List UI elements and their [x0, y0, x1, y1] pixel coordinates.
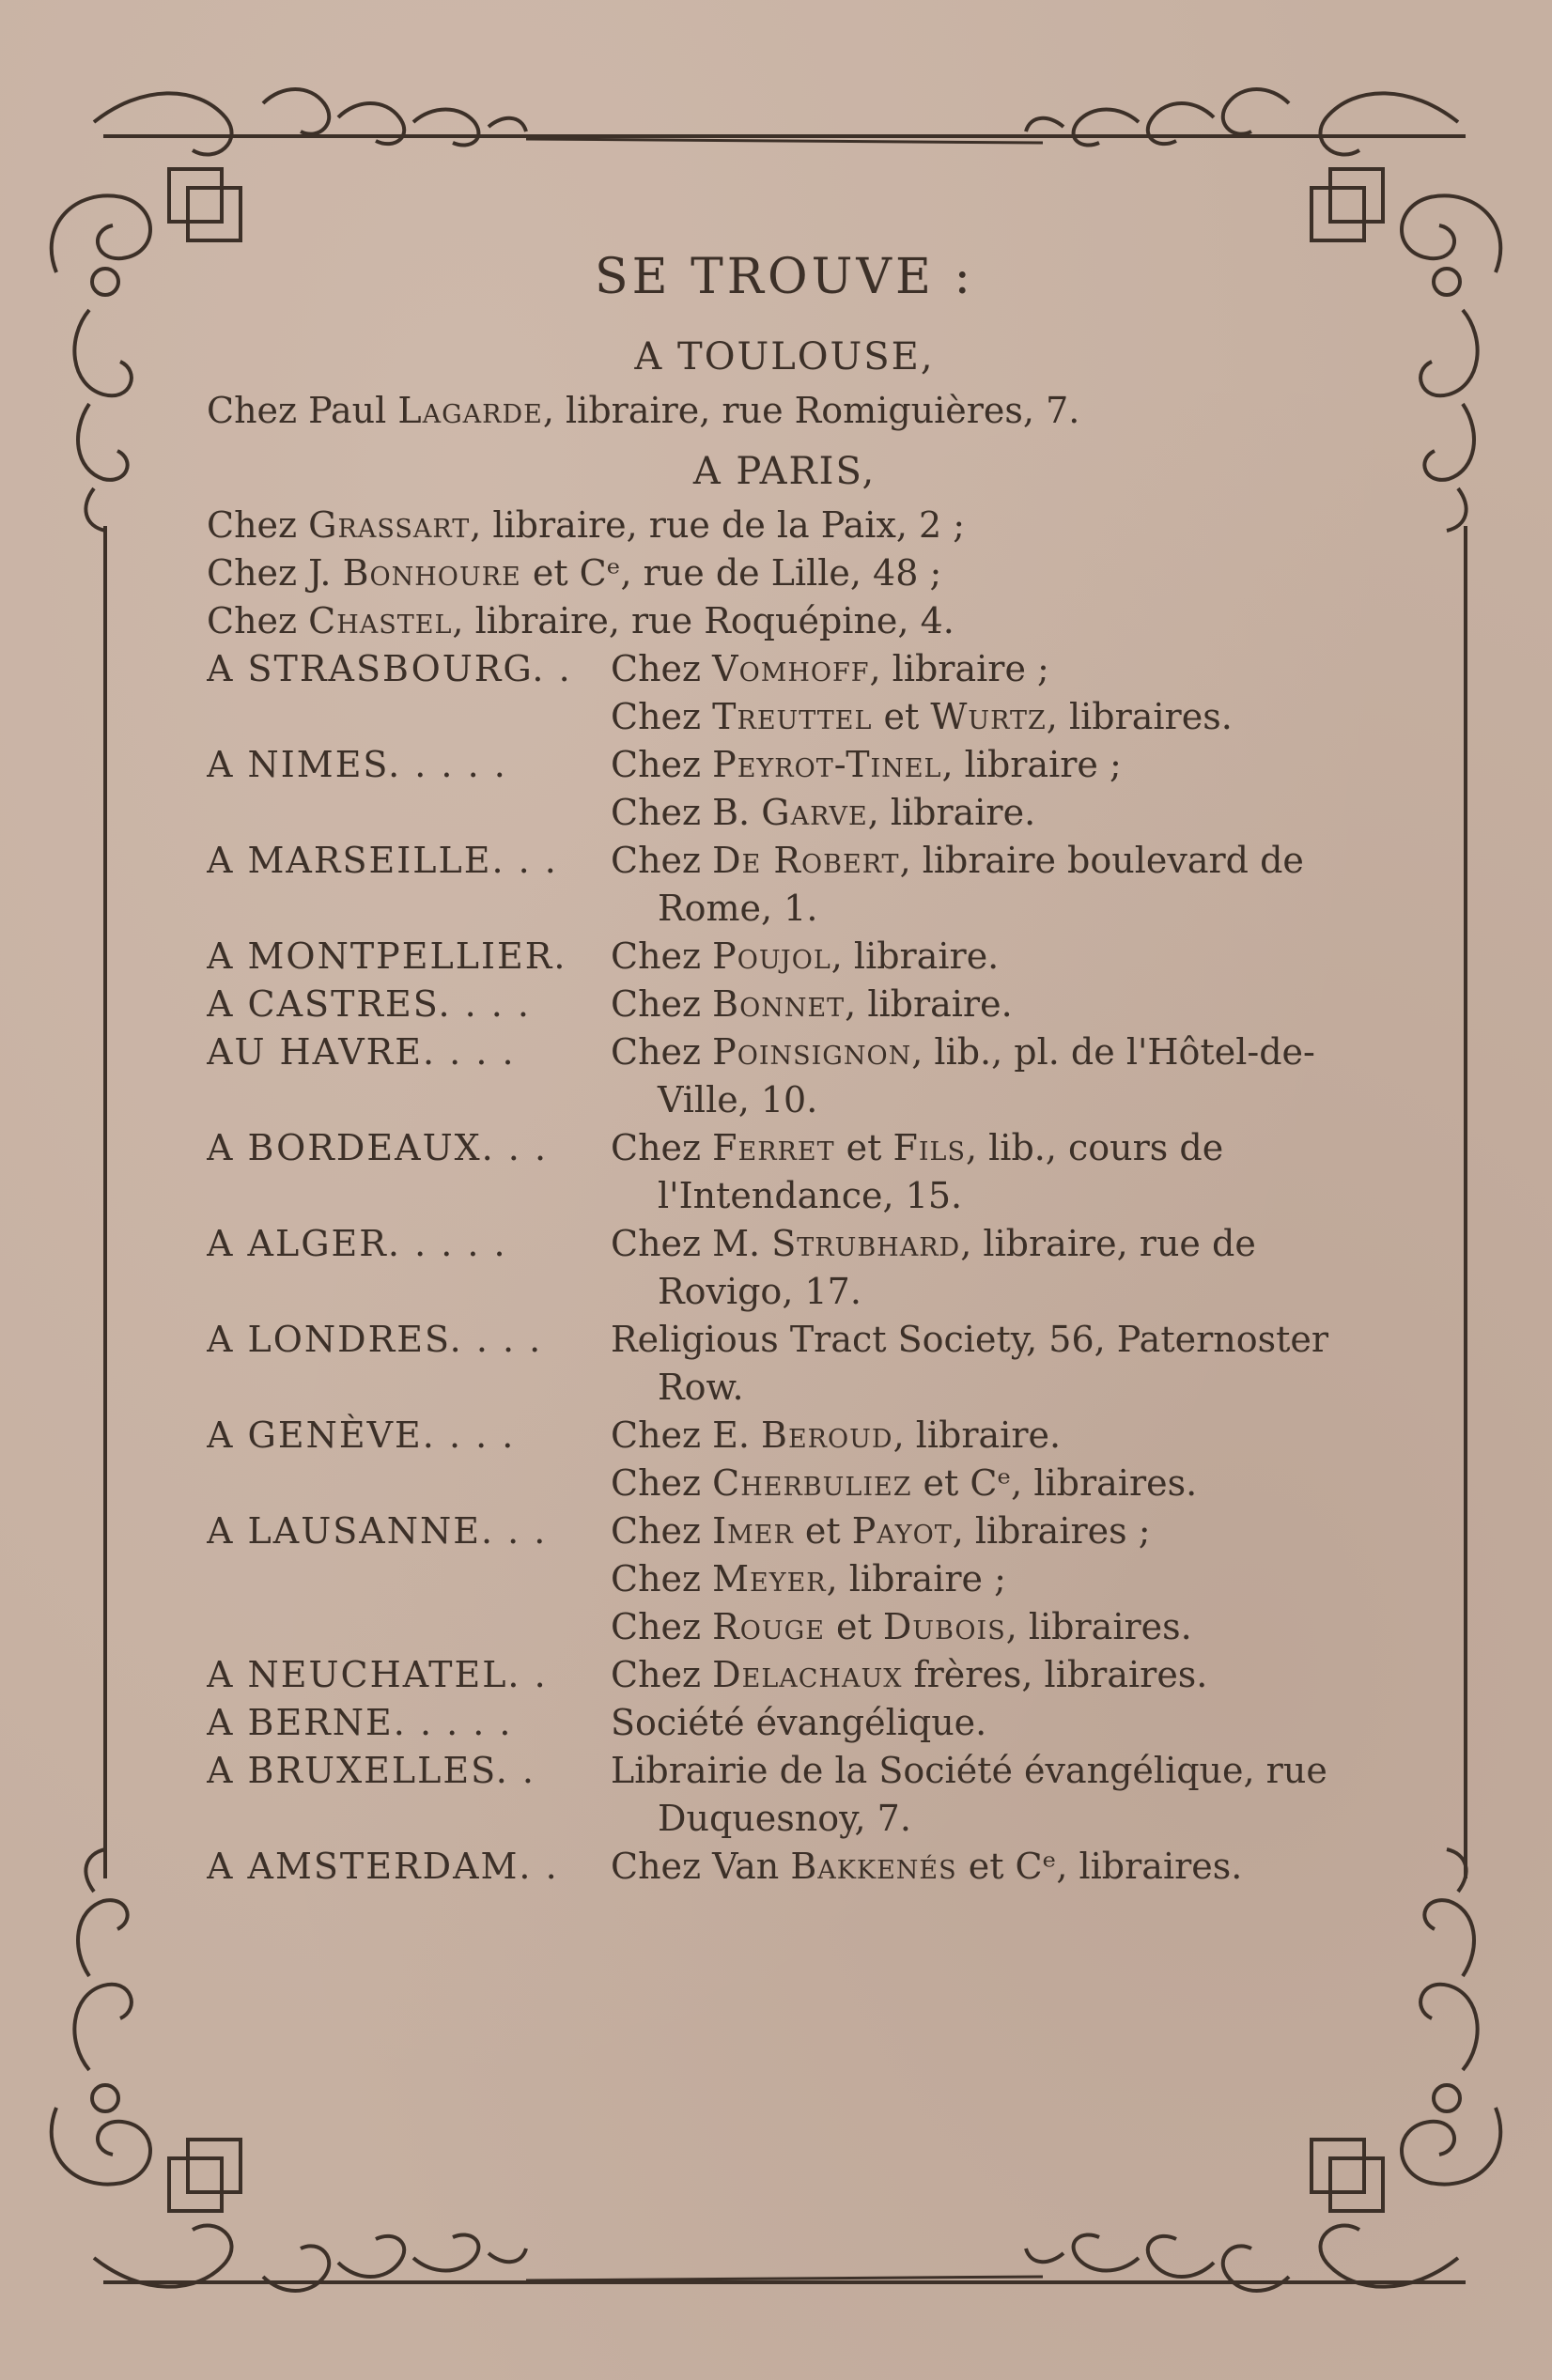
paris-address-1: Chez Grassart, libraire, rue de la Paix, 2 ;	[207, 504, 966, 546]
bookseller-entry: Chez Imer et Payot, libraires ;	[611, 1510, 1151, 1552]
city-row	[207, 933, 1362, 981]
city-row	[207, 1843, 1362, 1891]
city-name: A LAUSANNE. . .	[207, 1510, 548, 1552]
city-entries	[611, 645, 1362, 741]
city-name: A GENÈVE. . . .	[207, 1414, 516, 1456]
paris-heading: A PARIS,	[692, 450, 877, 493]
city-row	[207, 1412, 1362, 1507]
city-row	[207, 837, 1362, 933]
city-row	[207, 1220, 1362, 1316]
page-title: SE TROUVE :	[595, 249, 974, 305]
paris-address-2: Chez J. Bonhoure et Cᵉ, rue de Lille, 48 ;	[207, 552, 942, 594]
city-name: A NEUCHATEL. .	[207, 1654, 548, 1695]
bookseller-entry: Chez Rouge et Dubois, libraires.	[611, 1606, 1192, 1647]
document-body	[207, 249, 1362, 1891]
city-entries	[611, 1412, 1362, 1507]
toulouse-heading: A TOULOUSE,	[634, 335, 935, 379]
corner-ornament-bottom-left	[52, 1849, 526, 2291]
city-entries	[611, 1699, 1362, 1747]
city-entries	[611, 1220, 1362, 1316]
city-entries	[611, 1843, 1362, 1891]
bookseller-entry: Librairie de la Société évangélique, rue Duquesnoy, 7.	[611, 1750, 1327, 1839]
bookseller-entry: Chez Vomhoff, libraire ;	[611, 648, 1049, 689]
city-name: A NIMES. . . . .	[207, 744, 507, 785]
city-entries	[611, 741, 1362, 837]
city-name: A AMSTERDAM. .	[207, 1846, 559, 1887]
city-row	[207, 1028, 1362, 1124]
city-name: A LONDRES. . . .	[207, 1319, 543, 1360]
city-name: A MONTPELLIER.	[207, 935, 567, 977]
corner-ornament-bottom-right	[1026, 1849, 1500, 2291]
bookseller-entry: Chez Meyer, libraire ;	[611, 1558, 1006, 1600]
city-entries	[611, 1124, 1362, 1220]
bookseller-entry: Chez Poinsignon, lib., pl. de l'Hôtel-de-Ville, 10.	[611, 1031, 1315, 1120]
city-entries	[611, 981, 1362, 1028]
city-name: A ALGER. . . . .	[207, 1223, 507, 1264]
city-entries	[611, 1651, 1362, 1699]
city-name: A CASTRES. . . .	[207, 983, 531, 1025]
city-name: AU HAVRE. . . .	[207, 1031, 516, 1073]
bookseller-entry: Chez E. Beroud, libraire.	[611, 1414, 1062, 1456]
city-row	[207, 1124, 1362, 1220]
city-name: A BRUXELLES. .	[207, 1750, 535, 1791]
city-entries	[611, 1747, 1362, 1843]
city-row	[207, 1316, 1362, 1412]
bookseller-entry: Chez M. Strubhard, libraire, rue de Rovigo, 17.	[611, 1223, 1256, 1312]
bookseller-entry: Religious Tract Society, 56, Paternoster Row.	[611, 1319, 1329, 1408]
toulouse-address: Chez Paul Lagarde, libraire, rue Romiguières, 7.	[207, 390, 1080, 431]
city-entries	[611, 1507, 1362, 1651]
city-name: A BERNE. . . . .	[207, 1702, 513, 1743]
city-entries	[611, 1028, 1362, 1124]
bookseller-entry: Société évangélique.	[611, 1702, 987, 1743]
bookseller-entry: Chez Cherbuliez et Cᵉ, libraires.	[611, 1462, 1198, 1504]
city-row	[207, 1747, 1362, 1843]
city-row	[207, 1699, 1362, 1747]
city-entries	[611, 1316, 1362, 1412]
bookseller-entry: Chez Van Bakkenés et Cᵉ, libraires.	[611, 1846, 1243, 1887]
bookseller-entry: Chez Treuttel et Wurtz, libraires.	[611, 696, 1233, 737]
city-name: A BORDEAUX. . .	[207, 1127, 549, 1168]
city-name: A STRASBOURG. .	[207, 648, 572, 689]
city-row	[207, 645, 1362, 741]
bookseller-entry: Chez Bonnet, libraire.	[611, 983, 1013, 1025]
city-row	[207, 1651, 1362, 1699]
city-row	[207, 981, 1362, 1028]
city-entries	[611, 933, 1362, 981]
city-list	[207, 645, 1362, 1891]
bookseller-entry: Chez Poujol, libraire.	[611, 935, 1000, 977]
bookseller-entry: Chez B. Garve, libraire.	[611, 792, 1036, 833]
paris-address-3: Chez Chastel, libraire, rue Roquépine, 4.	[207, 600, 954, 641]
city-entries	[611, 837, 1362, 933]
bookseller-entry: Chez Ferret et Fils, lib., cours de l'Intendance, 15.	[611, 1127, 1224, 1216]
city-row	[207, 1507, 1362, 1651]
city-name: A MARSEILLE. . .	[207, 840, 558, 881]
bookseller-entry: Chez De Robert, libraire boulevard de Rome, 1.	[611, 840, 1304, 929]
bookseller-entry: Chez Peyrot-Tinel, libraire ;	[611, 744, 1122, 785]
bookseller-entry: Chez Delachaux frères, libraires.	[611, 1654, 1208, 1695]
city-row	[207, 741, 1362, 837]
